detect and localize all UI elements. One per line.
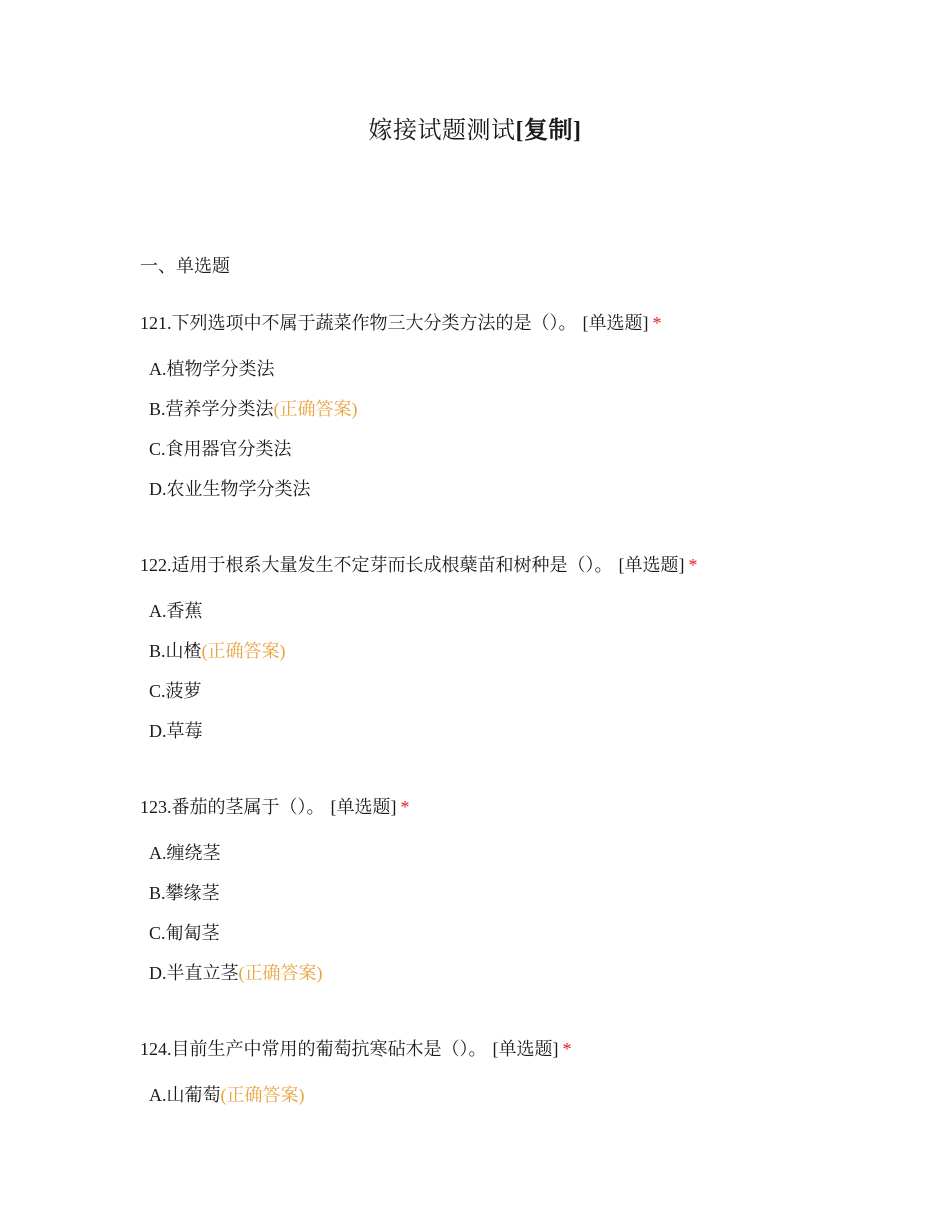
option-d xyxy=(149,961,860,985)
option-label: C.菠萝 xyxy=(149,681,202,701)
option-label: C.食用器官分类法 xyxy=(149,439,292,459)
option-label: B.营养学分类法 xyxy=(149,399,274,419)
question-text: 121.下列选项中不属于蔬菜作物三大分类方法的是（）。 xyxy=(140,313,577,333)
option-b xyxy=(149,881,860,905)
option-b xyxy=(149,639,860,663)
correct-answer-marker: (正确答案) xyxy=(201,641,286,661)
option-a xyxy=(149,1083,860,1107)
question-type: [单选题] xyxy=(330,797,397,817)
option-label: B.攀缘茎 xyxy=(149,883,220,903)
document-title xyxy=(0,110,950,145)
option-a xyxy=(149,599,860,623)
question-type: [单选题] xyxy=(618,555,685,575)
question-text-row xyxy=(140,553,860,577)
question-text: 124.目前生产中常用的葡萄抗寒砧木是（）。 xyxy=(140,1039,487,1059)
question-text: 123.番茄的茎属于（）。 xyxy=(140,797,325,817)
question-122 xyxy=(140,553,860,759)
option-a xyxy=(149,841,860,865)
title-suffix: [复制] xyxy=(515,118,582,144)
correct-answer-marker: (正确答案) xyxy=(220,1085,305,1105)
correct-answer-marker: (正确答案) xyxy=(273,399,358,419)
option-d xyxy=(149,719,860,743)
question-text: 122.适用于根系大量发生不定芽而长成根蘖苗和树种是（）。 xyxy=(140,555,613,575)
options-list xyxy=(140,1083,860,1107)
title-main: 嫁接试题测试 xyxy=(368,118,516,144)
option-label: D.草莓 xyxy=(149,721,203,741)
question-type: [单选题] xyxy=(582,313,649,333)
question-121 xyxy=(140,311,860,517)
option-label: B.山楂 xyxy=(149,641,202,661)
option-label: C.匍匐茎 xyxy=(149,923,220,943)
question-text-row xyxy=(140,1037,860,1061)
section-heading: 一、单选题 xyxy=(140,256,230,276)
option-label: D.半直立茎 xyxy=(149,963,239,983)
option-label: A.缠绕茎 xyxy=(149,843,221,863)
option-label: D.农业生物学分类法 xyxy=(149,479,311,499)
option-c xyxy=(149,437,860,461)
options-list xyxy=(140,357,860,501)
question-text-row xyxy=(140,311,860,335)
question-type: [单选题] xyxy=(492,1039,559,1059)
options-list xyxy=(140,841,860,985)
options-list xyxy=(140,599,860,743)
option-d xyxy=(149,477,860,501)
correct-answer-marker: (正确答案) xyxy=(238,963,323,983)
option-label: A.山葡萄 xyxy=(149,1085,221,1105)
option-label: A.植物学分类法 xyxy=(149,359,275,379)
option-label: A.香蕉 xyxy=(149,601,203,621)
question-124 xyxy=(140,1037,860,1123)
option-a xyxy=(149,357,860,381)
required-marker: * xyxy=(652,313,662,333)
required-marker: * xyxy=(688,555,698,575)
option-c xyxy=(149,679,860,703)
required-marker: * xyxy=(562,1039,572,1059)
question-text-row xyxy=(140,795,860,819)
option-b xyxy=(149,397,860,421)
option-c xyxy=(149,921,860,945)
required-marker: * xyxy=(400,797,410,817)
question-123 xyxy=(140,795,860,1001)
